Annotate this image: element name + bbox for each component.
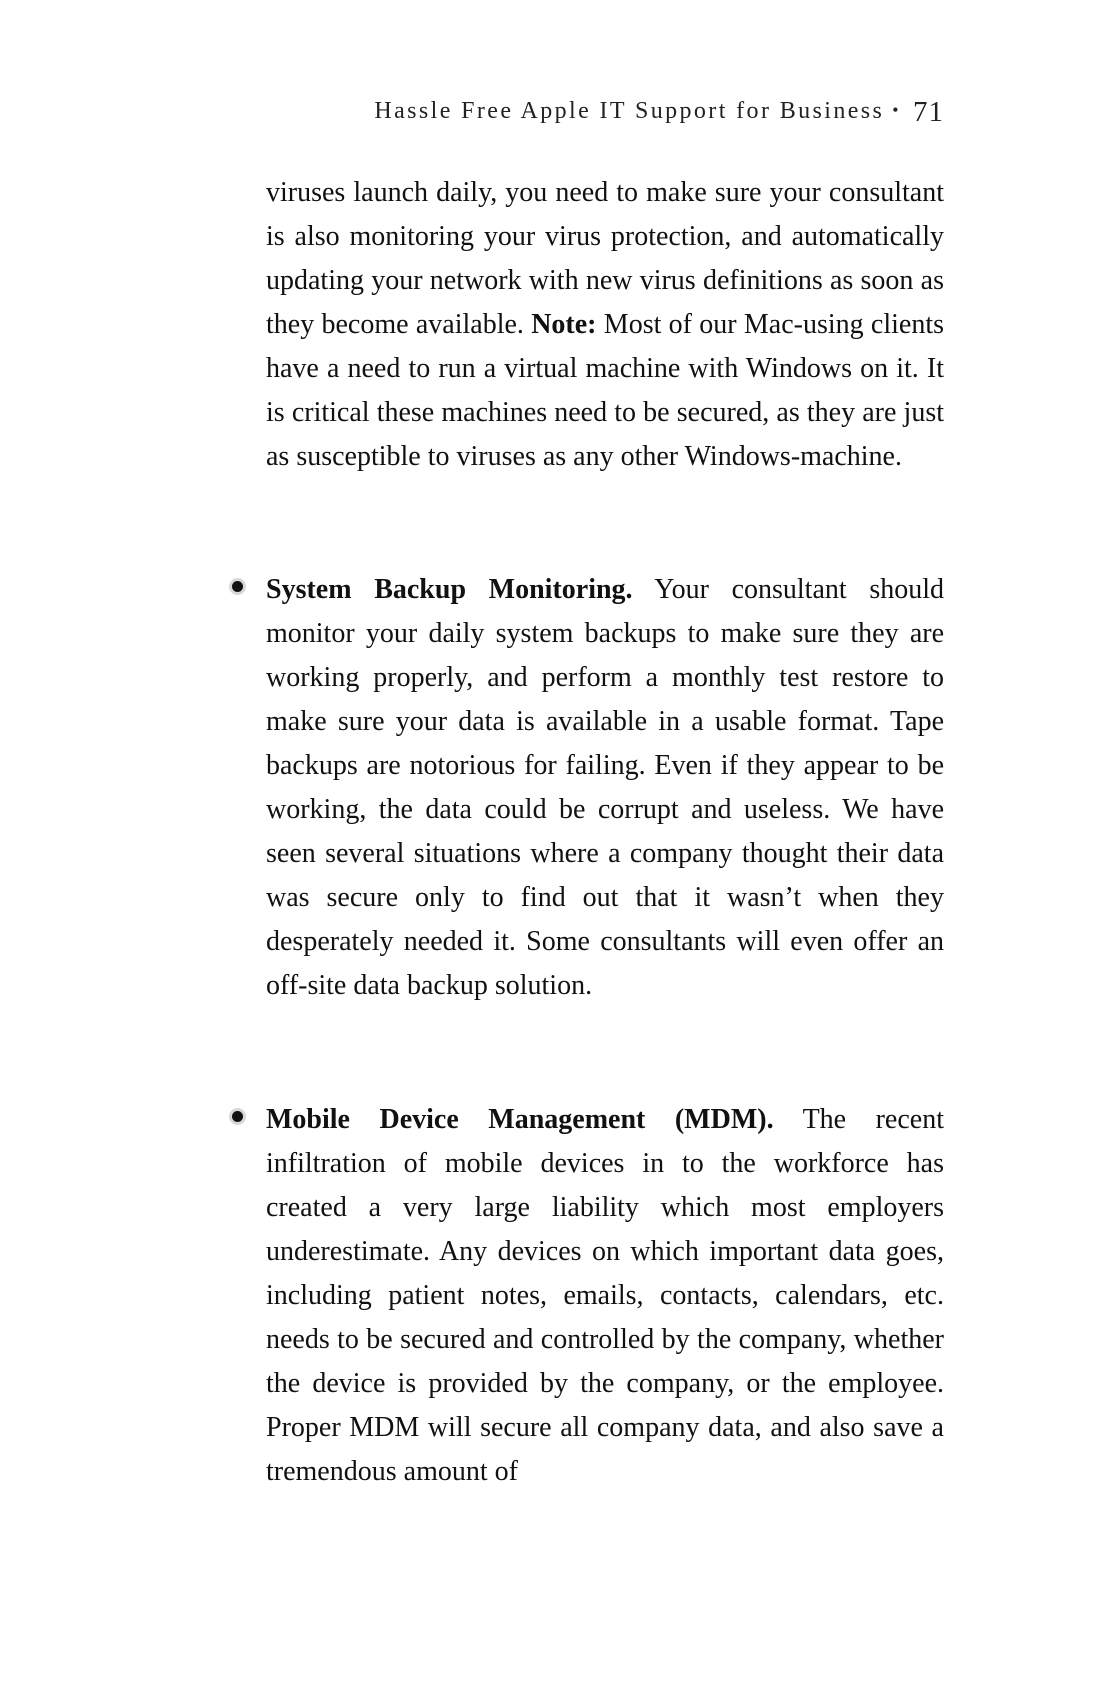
paragraph-body (266, 1098, 944, 1494)
note-label: Note: (531, 309, 597, 340)
note-text: Most of our Mac-using clients have a need to run a virtual machine with Windows on it. It is critical these machines need to be secured, as they are just as susceptible to viruses as any other Windows-machine. (266, 309, 945, 472)
paragraph-body (266, 171, 944, 479)
paragraph-virus-protection (266, 171, 944, 479)
page-number: 71 (913, 96, 944, 128)
bullet-icon (232, 581, 243, 592)
bullet-heading: System Backup Monitoring. (266, 574, 633, 605)
bullet-text: The recent infiltration of mobile devices in to the workforce has created a very large liability which most employers underestimate. Any devices on which important data goes, including patient notes, emails, contacts, calendars, etc. needs to be secured and controlled by the company, whether the device is provided by the company, or the employee. Proper MDM will secure all company data, and also save a tremendous amount of (266, 1104, 944, 1487)
bullet-text: Your consultant should monitor your daily system backups to make sure they are working properly, and perform a monthly test restore to make sure your data is available in a usable format. Tape backups are notorious for failing. Even if they appear to be working, the data could be corrupt and useless. We have seen several situations where a company thought their data was secure only to find out that it wasn’t when they desperately needed it. Some consultants will even offer an off-site data backup solution. (266, 574, 945, 1001)
paragraph-text: viruses launch daily, you need to make sure your consultant is also monitoring your virus protection, and automatically updating your network with new virus definitions as soon as they become available. (266, 177, 944, 340)
bullet-item-system-backup (266, 568, 944, 1008)
running-header (374, 96, 944, 129)
bullet-item-mdm (266, 1098, 944, 1494)
bullet-icon (232, 1111, 243, 1122)
paragraph-body (266, 568, 944, 1008)
header-separator: • (892, 100, 901, 120)
bullet-heading: Mobile Device Management (MDM). (266, 1104, 774, 1135)
book-title: Hassle Free Apple IT Support for Business (374, 98, 885, 124)
